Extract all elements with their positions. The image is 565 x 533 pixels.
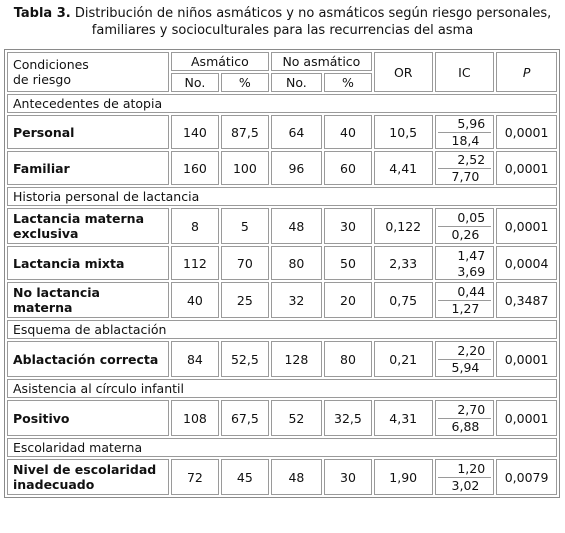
header-no-asmatico-pct: %	[324, 73, 372, 92]
cell-ic	[435, 208, 495, 244]
cell-no-asmatico-no: 96	[271, 151, 322, 185]
section-title: Antecedentes de atopia	[7, 94, 557, 113]
table-row	[7, 400, 557, 436]
cell-asmatico-no: 72	[171, 459, 219, 495]
cell-condition	[7, 400, 169, 436]
cell-or: 0,75	[374, 282, 433, 318]
cell-p-value: 0,0001	[496, 208, 557, 244]
header-asmatico-pct: %	[221, 73, 269, 92]
cell-asmatico-no: 160	[171, 151, 219, 185]
header-or: OR	[374, 52, 433, 92]
cell-no-asmatico-pct: 20	[324, 282, 372, 318]
table-row	[7, 246, 557, 280]
cell-no-asmatico-pct: 40	[324, 115, 372, 149]
ic-high: 2,70	[438, 401, 492, 419]
table-row	[7, 459, 557, 495]
condition-line2: inadecuado	[13, 477, 95, 492]
cell-no-asmatico-no: 48	[271, 459, 322, 495]
cell-no-asmatico-pct: 80	[324, 341, 372, 377]
cell-or: 0,21	[374, 341, 433, 377]
cell-p-value: 0,0001	[496, 400, 557, 436]
condition-line1: Lactancia mixta	[13, 255, 125, 271]
cell-or: 4,41	[374, 151, 433, 185]
ic-low: 1,27	[451, 301, 480, 317]
cell-ic	[435, 459, 495, 495]
cell-ic	[435, 115, 495, 149]
caption-line-2: familiares y socioculturales para las recurrencias del asma	[91, 23, 474, 38]
cell-asmatico-pct: 5	[221, 208, 269, 244]
cell-condition	[7, 208, 169, 244]
section-title: Escolaridad materna	[7, 438, 557, 457]
ic-low: 3,02	[451, 478, 480, 494]
cell-ic	[435, 151, 495, 185]
section-row	[7, 94, 557, 113]
cell-or: 0,122	[374, 208, 433, 244]
table-row	[7, 282, 557, 318]
condition-line2: exclusiva	[13, 226, 79, 241]
cell-p-value: 0,0001	[496, 151, 557, 185]
cell-asmatico-pct: 87,5	[221, 115, 269, 149]
cell-ic	[435, 400, 495, 436]
cell-asmatico-pct: 45	[221, 459, 269, 495]
header-asmatico-no: No.	[171, 73, 219, 92]
cell-asmatico-no: 140	[171, 115, 219, 149]
cell-condition	[7, 282, 169, 318]
section-row	[7, 187, 557, 206]
cell-condition	[7, 246, 169, 280]
ic-low: 0,26	[451, 227, 480, 243]
condition-line1: Personal	[13, 124, 75, 140]
table-row	[7, 115, 557, 149]
table-row	[7, 341, 557, 377]
cell-or: 2,33	[374, 246, 433, 280]
ic-high: 2,20	[438, 342, 492, 360]
ic-low: 5,94	[451, 360, 480, 376]
cell-no-asmatico-no: 32	[271, 282, 322, 318]
cell-no-asmatico-no: 48	[271, 208, 322, 244]
cell-asmatico-pct: 52,5	[221, 341, 269, 377]
header-asmatico: Asmático	[171, 52, 269, 71]
ic-low: 3,69	[457, 263, 486, 279]
section-title: Asistencia al círculo infantil	[7, 379, 557, 398]
header-condiciones	[7, 52, 169, 92]
cell-or: 4,31	[374, 400, 433, 436]
cell-no-asmatico-pct: 32,5	[324, 400, 372, 436]
ic-low: 18,4	[451, 132, 480, 148]
cell-asmatico-pct: 70	[221, 246, 269, 280]
section-title: Historia personal de lactancia	[7, 187, 557, 206]
cell-p-value: 0,0001	[496, 341, 557, 377]
cell-no-asmatico-pct: 60	[324, 151, 372, 185]
condition-line1: Positivo	[13, 410, 70, 426]
cell-no-asmatico-no: 52	[271, 400, 322, 436]
cell-p-value: 0,0004	[496, 246, 557, 280]
ic-high: 0,05	[438, 209, 492, 227]
cell-asmatico-no: 112	[171, 246, 219, 280]
condition-line1: No lactancia	[13, 285, 100, 300]
ic-low: 7,70	[451, 168, 480, 184]
cell-no-asmatico-pct: 30	[324, 459, 372, 495]
condition-line1: Familiar	[13, 160, 70, 176]
ic-high: 1,20	[438, 460, 492, 478]
cell-ic	[435, 246, 495, 280]
ic-high: 0,44	[438, 283, 492, 301]
caption-label: Tabla 3.	[13, 6, 71, 21]
cell-no-asmatico-no: 64	[271, 115, 322, 149]
condition-line1: Lactancia materna	[13, 211, 145, 226]
table-caption	[0, 5, 565, 39]
cell-condition	[7, 115, 169, 149]
cell-p-value: 0,3487	[496, 282, 557, 318]
cell-condition	[7, 459, 169, 495]
ic-low: 6,88	[451, 419, 480, 435]
header-row-1	[7, 52, 557, 71]
cell-condition	[7, 151, 169, 185]
cell-ic	[435, 282, 495, 318]
section-row	[7, 379, 557, 398]
header-no-asmatico-no: No.	[271, 73, 322, 92]
condition-line1: Ablactación correcta	[13, 351, 159, 367]
header-ic: IC	[435, 52, 495, 92]
header-no-asmatico: No asmático	[271, 52, 372, 71]
ic-high: 5,96	[438, 116, 492, 133]
section-row	[7, 320, 557, 339]
table-row	[7, 151, 557, 185]
table-body	[7, 52, 557, 495]
ic-high: 1,47	[457, 247, 486, 263]
cell-asmatico-no: 84	[171, 341, 219, 377]
cell-no-asmatico-pct: 30	[324, 208, 372, 244]
caption-line-1	[0, 5, 565, 22]
condition-line1: Nivel de escolaridad	[13, 462, 157, 477]
condition-line2: materna	[13, 300, 73, 315]
section-row	[7, 438, 557, 457]
cell-asmatico-pct: 25	[221, 282, 269, 318]
cell-p-value: 0,0001	[496, 115, 557, 149]
cell-no-asmatico-pct: 50	[324, 246, 372, 280]
cell-asmatico-pct: 67,5	[221, 400, 269, 436]
cell-asmatico-no: 108	[171, 400, 219, 436]
cell-p-value: 0,0079	[496, 459, 557, 495]
header-condiciones-line1: Condiciones	[13, 57, 89, 72]
caption-text-1: Distribución de niños asmáticos y no asmáticos según riesgo personales,	[74, 6, 552, 21]
cell-no-asmatico-no: 80	[271, 246, 322, 280]
table-row	[7, 208, 557, 244]
cell-asmatico-no: 8	[171, 208, 219, 244]
cell-asmatico-pct: 100	[221, 151, 269, 185]
cell-or: 1,90	[374, 459, 433, 495]
cell-condition	[7, 341, 169, 377]
header-condiciones-line2: de riesgo	[13, 72, 71, 87]
cell-ic	[435, 341, 495, 377]
section-title: Esquema de ablactación	[7, 320, 557, 339]
cell-no-asmatico-no: 128	[271, 341, 322, 377]
risk-table	[4, 49, 560, 498]
ic-high: 2,52	[438, 152, 492, 169]
header-p: P	[496, 52, 557, 92]
cell-asmatico-no: 40	[171, 282, 219, 318]
cell-or: 10,5	[374, 115, 433, 149]
